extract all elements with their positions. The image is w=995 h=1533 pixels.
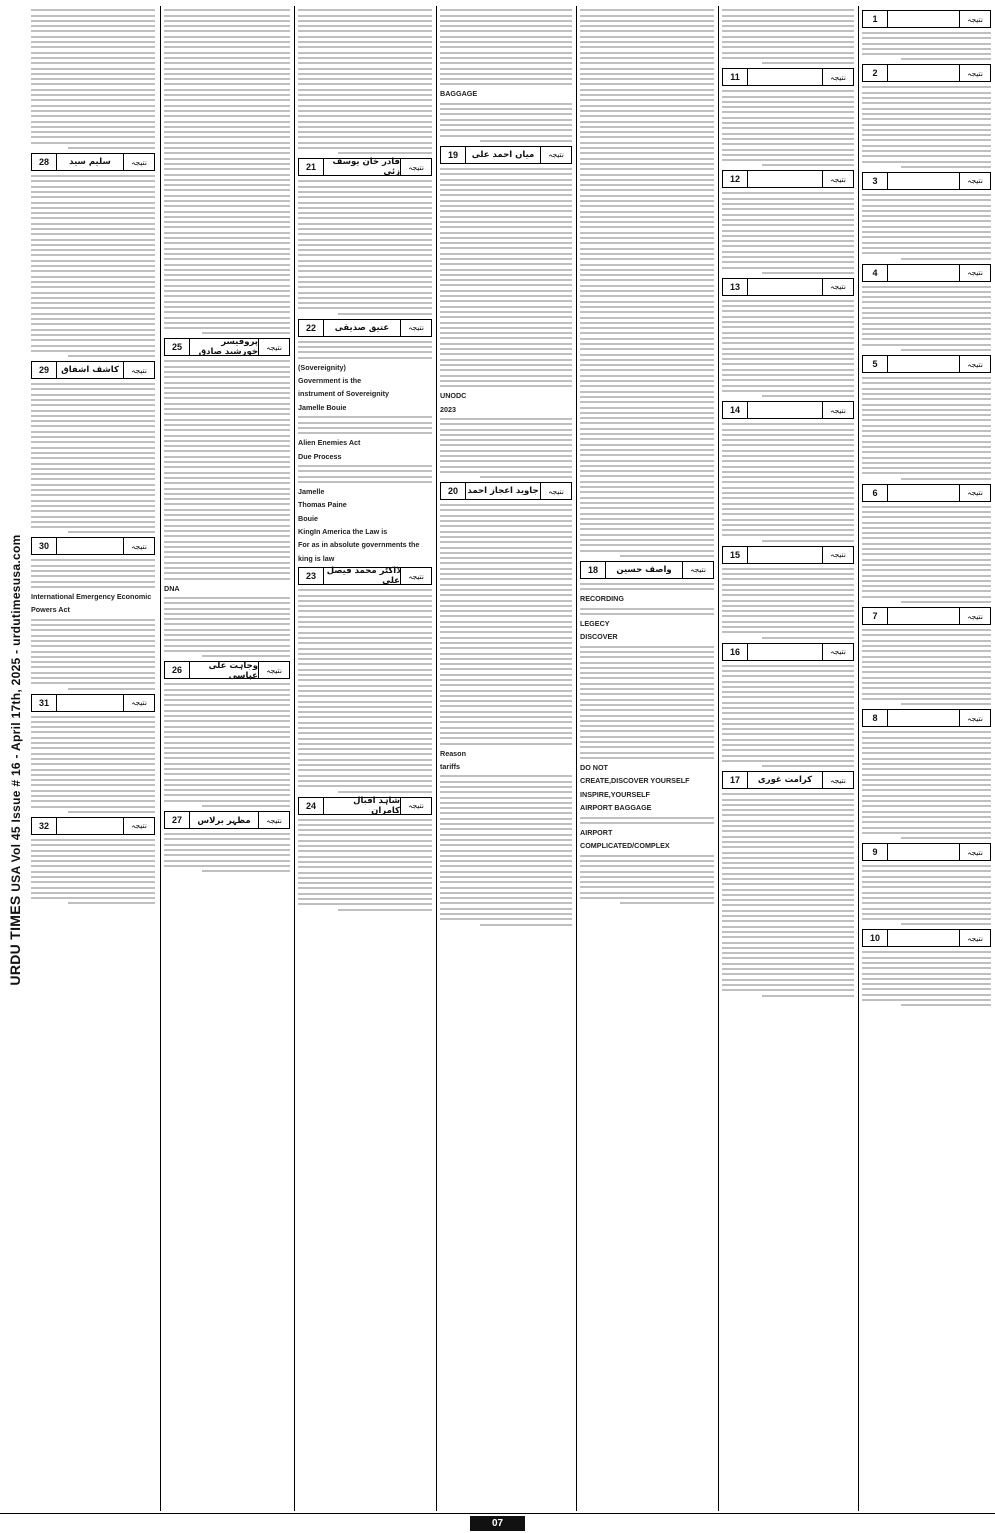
section-header: 20 جاوید اعجاز احمد نتیجہ	[440, 482, 572, 500]
text-block	[164, 360, 290, 579]
text-block	[440, 9, 572, 85]
text-block	[440, 775, 572, 925]
page-number: 07	[470, 1516, 525, 1531]
text-block	[862, 86, 991, 167]
text-block	[580, 646, 714, 759]
english-term: king is law	[298, 553, 335, 563]
text-block	[862, 194, 991, 260]
text-block	[31, 383, 155, 533]
text-block	[440, 103, 572, 142]
english-term: 2023	[440, 404, 456, 414]
text-block	[862, 286, 991, 352]
text-block	[862, 377, 991, 480]
section-header: 22 عتیق صدیقی نتیجہ	[298, 319, 432, 337]
masthead-brand: URDU TIMES	[7, 895, 23, 986]
english-term: DO NOT	[580, 762, 608, 772]
english-term: International Emergency Economic	[31, 591, 152, 601]
english-term: DISCOVER	[580, 632, 618, 642]
section-header: 16 نتیجہ	[722, 643, 854, 661]
section-header: 7 نتیجہ	[862, 607, 991, 625]
text-block	[580, 583, 714, 590]
section-header: 6 نتیجہ	[862, 484, 991, 502]
masthead-strip	[4, 40, 26, 1480]
text-block	[722, 423, 854, 542]
section-header: 17 کرامت غوری نتیجہ	[722, 771, 854, 789]
masthead-text	[7, 534, 23, 985]
text-block	[722, 300, 854, 397]
english-term: AIRPORT	[580, 827, 613, 837]
text-block	[862, 629, 991, 705]
text-block	[31, 559, 155, 587]
english-term: Thomas Paine	[298, 500, 347, 510]
text-block	[440, 418, 572, 478]
text-block	[31, 619, 155, 690]
column-6	[160, 6, 293, 1511]
section-header: 9 نتیجہ	[862, 843, 991, 861]
text-block	[298, 589, 432, 792]
english-term: Powers Act	[31, 605, 70, 615]
english-term: Government is the	[298, 376, 362, 386]
section-header: 29 کاشف اشفاق نتیجہ	[31, 361, 155, 379]
section-header: 19 میاں احمد علی نتیجہ	[440, 146, 572, 164]
text-block	[862, 32, 991, 60]
english-term: CREATE,DISCOVER YOURSELF	[580, 776, 690, 786]
english-term: Alien Enemies Act	[298, 438, 361, 448]
footer-rule	[0, 1513, 995, 1514]
english-term: Jamelle Bouie	[298, 402, 347, 412]
column-2	[718, 6, 857, 1511]
text-block	[580, 608, 714, 615]
section-header: 23 ڈاکٹر محمد فیصل علی نتیجہ	[298, 567, 432, 585]
text-block	[580, 9, 714, 557]
text-block	[298, 9, 432, 154]
english-term: UNODC	[440, 391, 467, 401]
text-block	[722, 90, 854, 166]
column-7	[28, 6, 158, 1511]
section-header: 32 نتیجہ	[31, 817, 155, 835]
section-header: 28 سلیم سید نتیجہ	[31, 153, 155, 171]
english-term: For as in absolute governments the	[298, 540, 420, 550]
text-block	[862, 731, 991, 839]
section-header: 26 وجاہت علی عباسی نتیجہ	[164, 661, 290, 679]
english-term: instrument of Sovereignity	[298, 389, 390, 399]
text-block	[31, 716, 155, 813]
english-term: RECORDING	[580, 594, 624, 604]
text-block	[722, 192, 854, 273]
section-header: 12 نتیجہ	[722, 170, 854, 188]
masthead-issue: USA Vol 45 Issue # 16 - April 17th, 2025 - urdutimesusa.com	[9, 534, 23, 892]
text-block	[298, 819, 432, 911]
section-header: 2 نتیجہ	[862, 64, 991, 82]
section-header: 31 نتیجہ	[31, 694, 155, 712]
section-header: 24 شاہد اقبال کامران نتیجہ	[298, 797, 432, 815]
text-block	[722, 9, 854, 64]
text-block	[164, 683, 290, 807]
section-header: 1 نتیجہ	[862, 10, 991, 28]
english-term: DNA	[164, 583, 180, 593]
text-block	[298, 416, 432, 434]
text-block	[440, 168, 572, 387]
text-block	[722, 568, 854, 639]
text-block	[298, 180, 432, 314]
column-3	[576, 6, 717, 1511]
section-header: 13 نتیجہ	[722, 278, 854, 296]
text-block	[440, 504, 572, 744]
text-block	[31, 175, 155, 357]
english-term: INSPIRE,YOURSELF	[580, 789, 650, 799]
section-header: 5 نتیجہ	[862, 355, 991, 373]
section-header: 8 نتیجہ	[862, 709, 991, 727]
text-block	[31, 839, 155, 905]
english-term: tariffs	[440, 761, 460, 771]
text-block	[31, 9, 155, 149]
section-header: 18 واصف حسین نتیجہ	[580, 561, 714, 579]
english-term: (Sovereignity)	[298, 362, 346, 372]
section-header: 4 نتیجہ	[862, 264, 991, 282]
column-1	[858, 6, 994, 1511]
english-term: KingIn America the Law is	[298, 527, 388, 537]
column-4	[436, 6, 575, 1511]
english-term: COMPLICATED/COMPLEX	[580, 841, 670, 851]
section-header: 3 نتیجہ	[862, 172, 991, 190]
section-header: 11 نتیجہ	[722, 68, 854, 86]
english-term: Jamelle	[298, 486, 325, 496]
text-block	[298, 341, 432, 359]
text-block	[722, 665, 854, 768]
text-block	[580, 817, 714, 824]
english-term: Bouie	[298, 513, 318, 523]
section-header: 10 نتیجہ	[862, 929, 991, 947]
column-5	[294, 6, 435, 1511]
text-block	[862, 506, 991, 603]
section-header: 21 قادر خان یوسف زئی نتیجہ	[298, 158, 432, 176]
section-header: 30 نتیجہ	[31, 537, 155, 555]
english-term: BAGGAGE	[440, 89, 478, 99]
section-header: 25 پروفیسر خورشید صادق نتیجہ	[164, 338, 290, 356]
section-header: 27 مظہر برلاس نتیجہ	[164, 811, 290, 829]
english-term: Due Process	[298, 451, 342, 461]
english-term: LEGECY	[580, 618, 610, 628]
text-block	[164, 597, 290, 657]
text-block	[164, 833, 290, 872]
text-block	[862, 865, 991, 925]
text-block	[298, 465, 432, 483]
english-term: AIRPORT BAGGAGE	[580, 803, 652, 813]
text-block	[862, 951, 991, 1006]
text-block	[164, 9, 290, 334]
text-block	[722, 793, 854, 996]
section-header: 14 نتیجہ	[722, 401, 854, 419]
text-block	[580, 855, 714, 905]
english-term: Reason	[440, 748, 466, 758]
section-header: 15 نتیجہ	[722, 546, 854, 564]
